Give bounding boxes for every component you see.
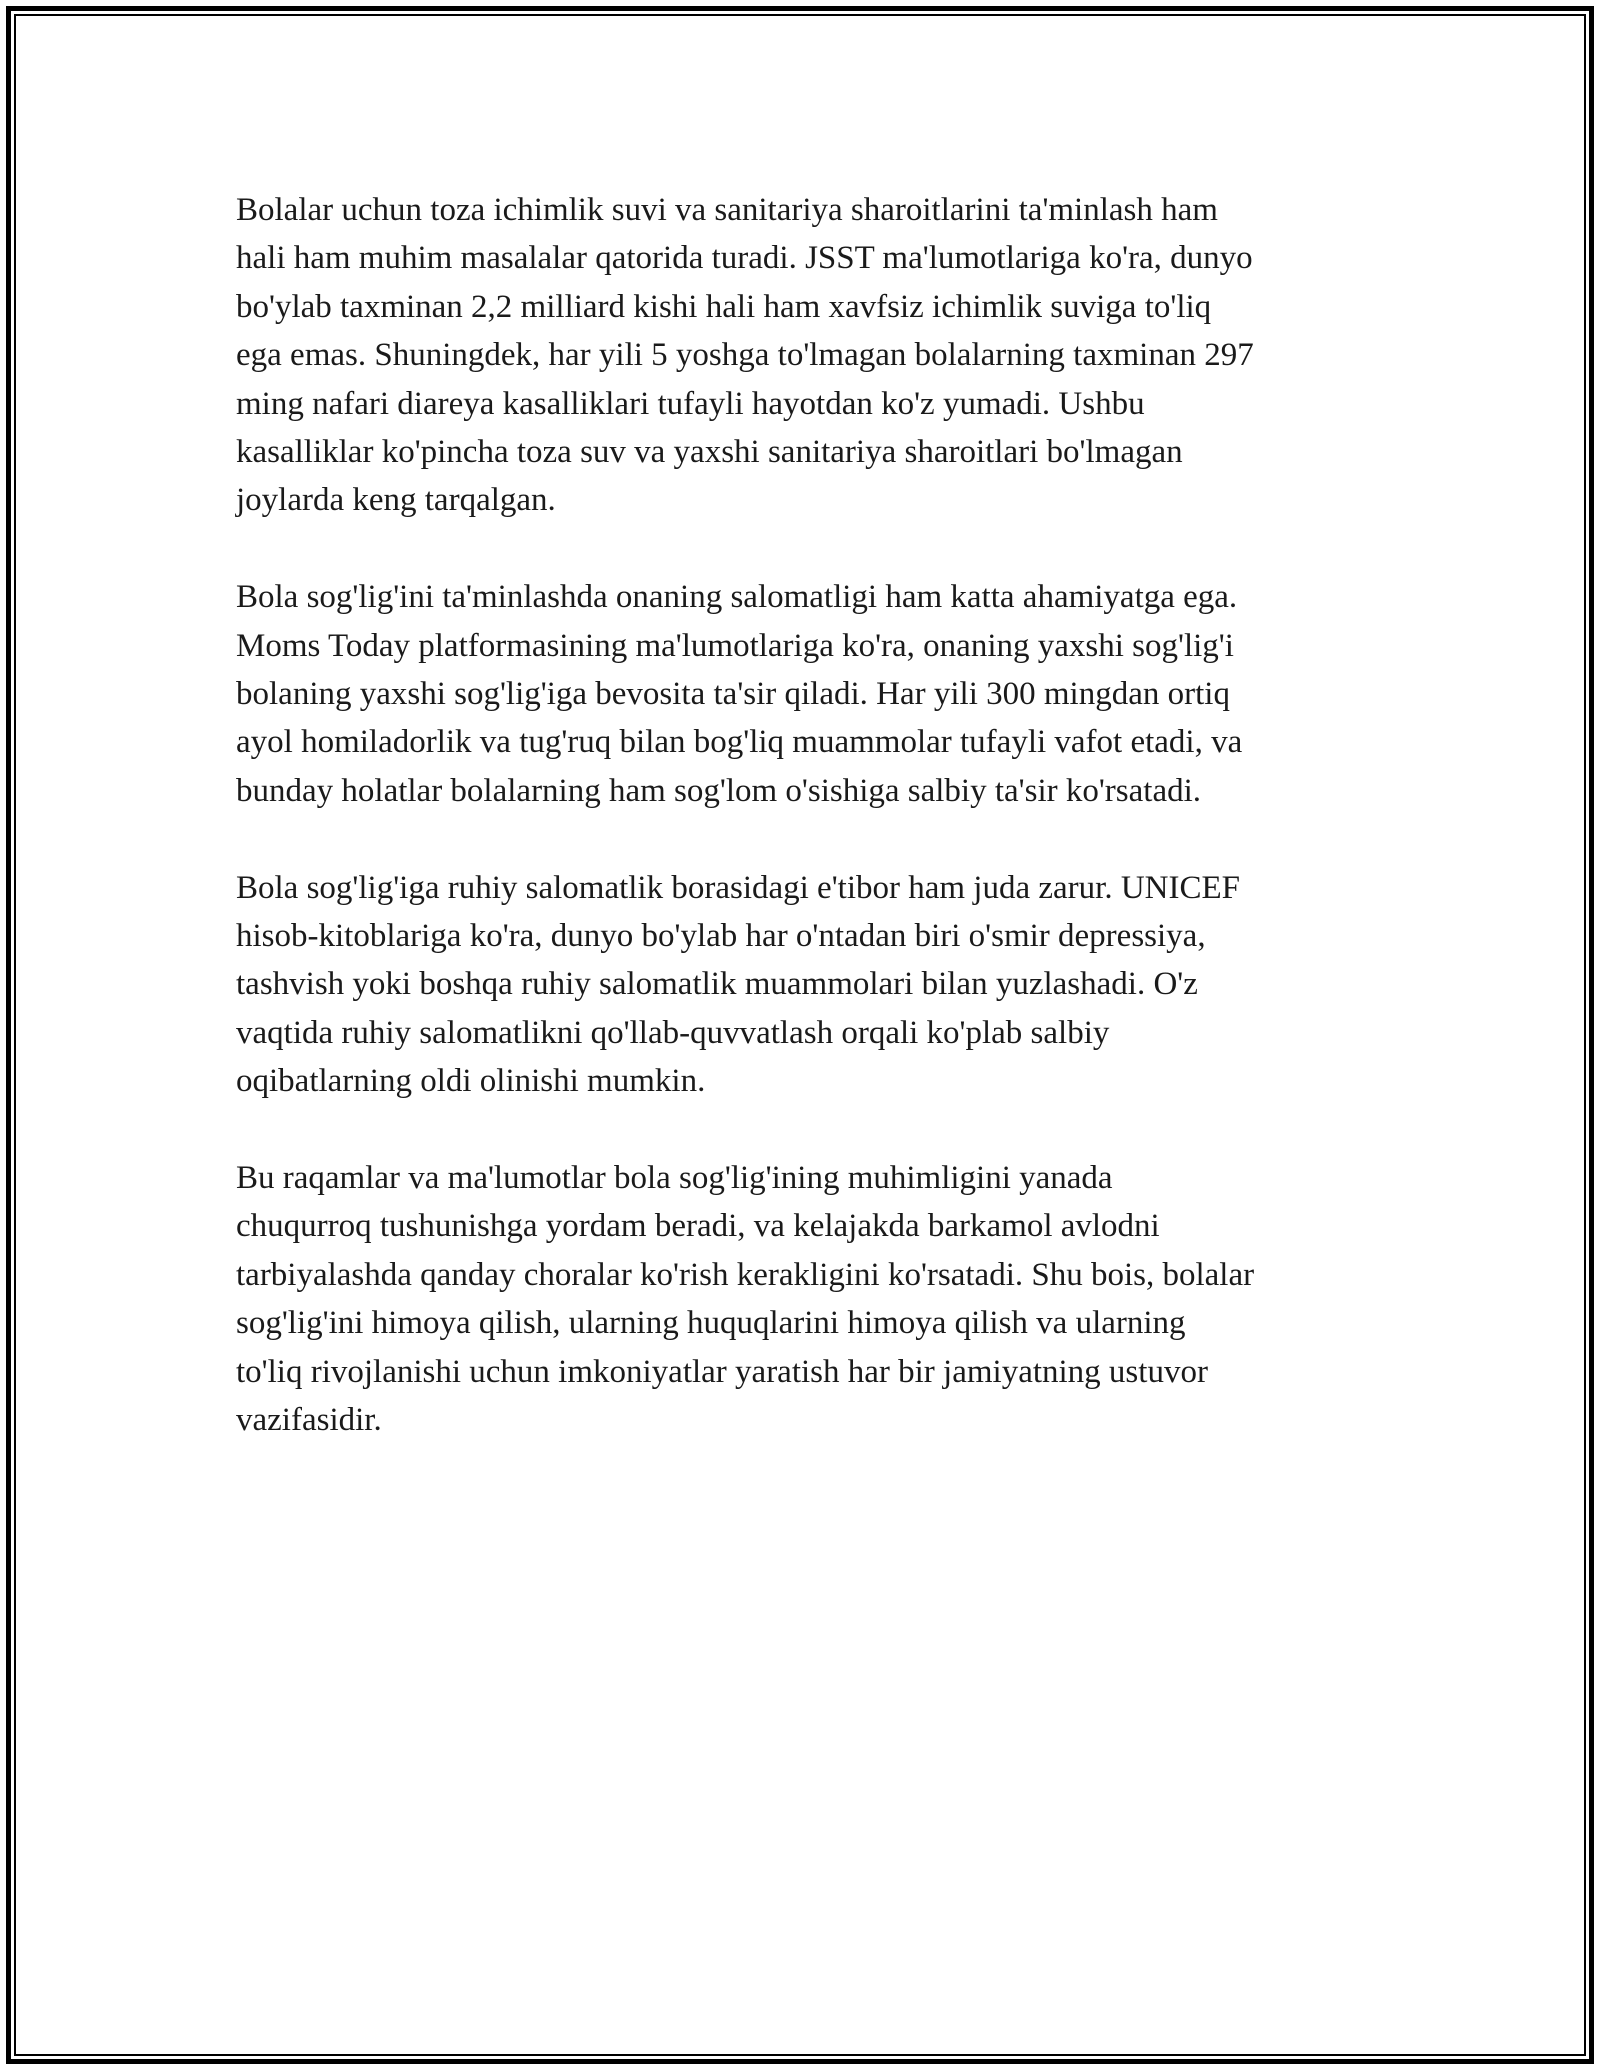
paragraph-mental-health: Bola sog'lig'iga ruhiy salomatlik borasidagi e'tibor ham juda zarur. UNICEF hisob-kitoblariga ko'ra, dunyo bo'ylab har o'ntadan biri o'smir depressiya, tashvish yoki boshqa ruhiy salomatlik muammolari bilan yuzlashadi. O'z vaqtida ruhiy salomatlikni qo'llab-quvvatlash orqali ko'plab salbiy oqibatlarning oldi olinishi mumkin. [236,869,1240,1100]
paragraph-maternal-health: Bola sog'lig'ini ta'minlashda onaning salomatligi ham katta ahamiyatga ega. Moms Today platformasining ma'lumotlariga ko'ra, onaning yaxshi sog'lig'i bolaning yaxshi sog'lig'iga bevosita ta'sir qiladi. Har yili 300 mingdan ortiq ayol homiladorlik va tug'ruq bilan bog'liq muammolar tufayli vafot etadi, va bunday holatlar bolalarning ham sog'lom o'sishiga salbiy ta'sir ko'rsatadi. [236,579,1243,809]
paragraph-clean-water: Bolalar uchun toza ichimlik suvi va sanitariya sharoitlarini ta'minlash ham hali ham muhim masalalar qatorida turadi. JSST ma'lumotlariga ko'ra, dunyo bo'ylab taxminan 2,2 milliard kishi hali ham xavfsiz ichimlik suviga to'liq ega emas. Shuningdek, har yili 5 yoshga to'lmagan bolalarning taxminan 297 ming nafari diareya kasalliklari tufayli hayotdan ko'z yumadi. Ushbu kasalliklar ko'pincha toza suv va yaxshi sanitariya sharoitlari bo'lmagan joylarda keng tarqalgan. [236,192,1254,519]
document-body [236,186,1386,1493]
paragraph-conclusion: Bu raqamlar va ma'lumotlar bola sog'lig'ining muhimligini yanada chuqurroq tushunishga yordam beradi, va kelajakda barkamol avlodni tarbiyalashda qanday choralar ko'rish kerakligini ko'rsatadi. Shu bois, bolalar sog'lig'ini himoya qilish, ularning huquqlarini himoya qilish va ularning to'liq rivojlanishi uchun imkoniyatlar yaratish har bir jamiyatning ustuvor vazifasidir. [236,1160,1255,1439]
